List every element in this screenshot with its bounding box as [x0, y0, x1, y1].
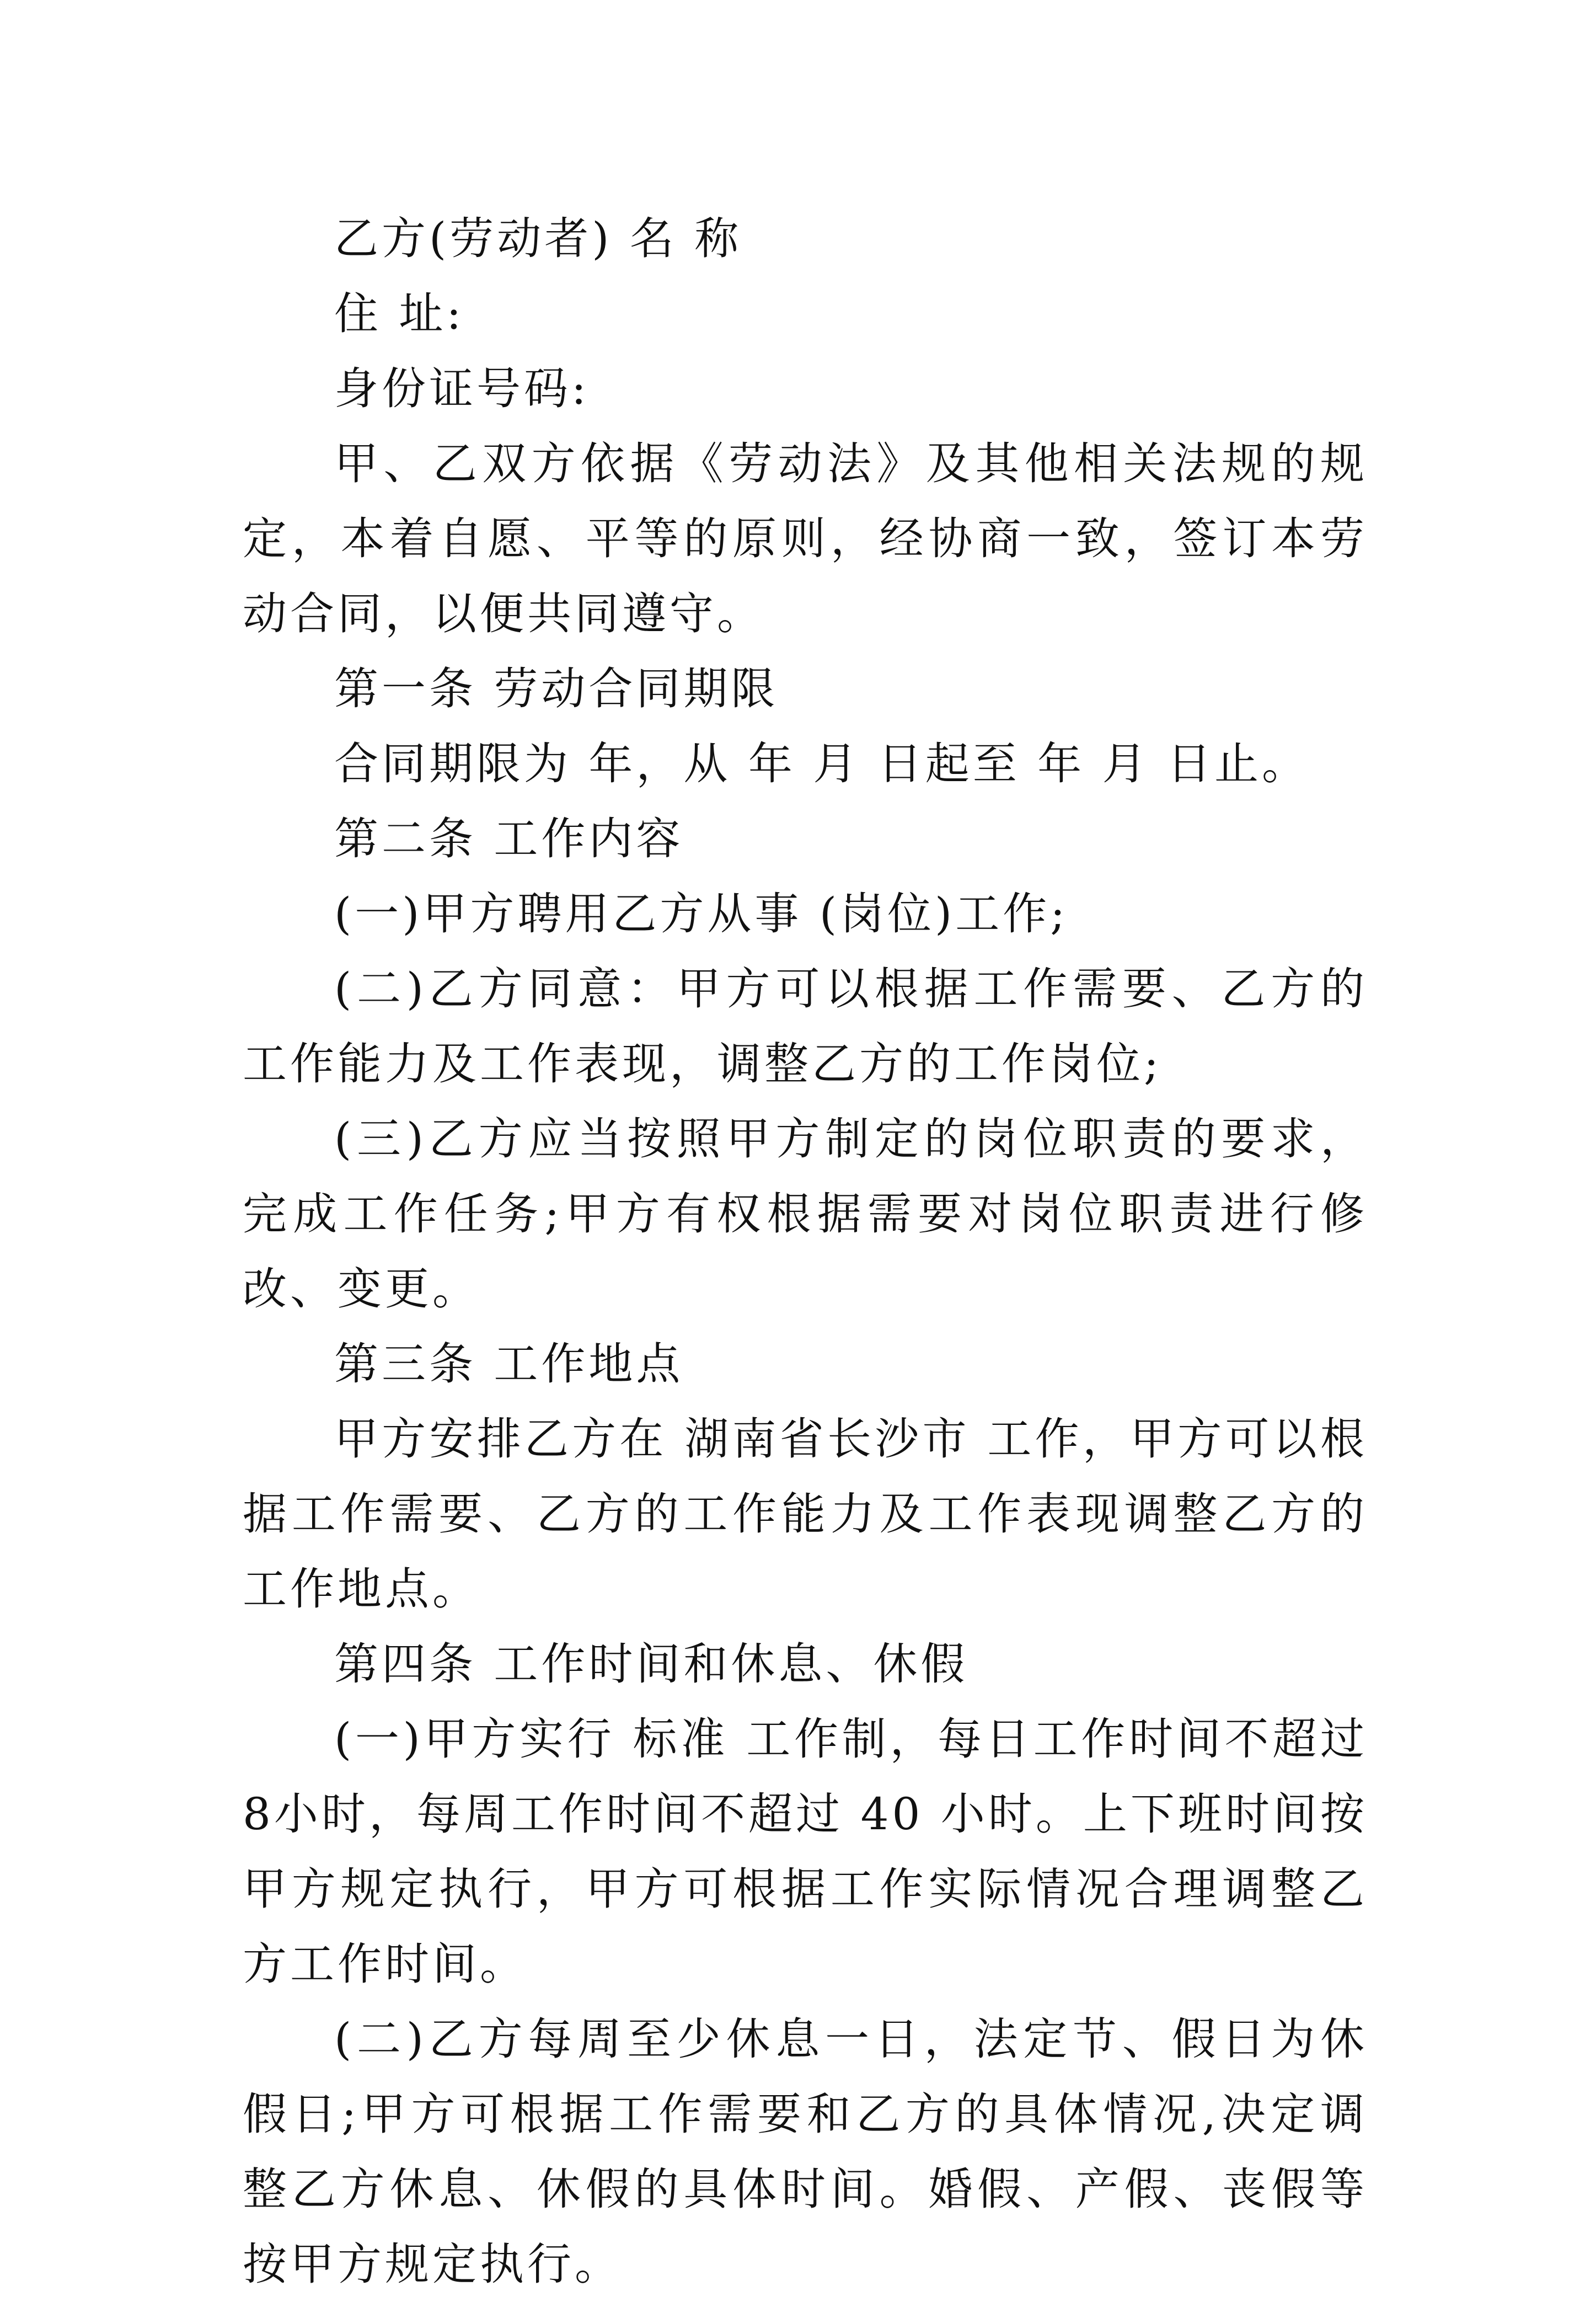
article-1-term: 合同期限为 年，从 年 月 日起至 年 月 日止。	[334, 738, 1310, 789]
article-4-heading: 第四条 工作时间和休息、休假	[334, 1638, 968, 1690]
party-b-name-line: 乙方(劳动者) 名 称	[334, 213, 742, 264]
address-line: 住 址:	[334, 288, 465, 339]
article-2-item-2: (二)乙方同意：甲方可以根据工作需要、乙方的工作能力及工作表现，调整乙方的工作岗位;	[243, 963, 1368, 1089]
article-4-item-2: (二)乙方每周至少休息一日，法定节、假日为休假日;甲方可根据工作需要和乙方的具体情况,决定调整乙方休息、休假的具体时间。婚假、产假、丧假等按甲方规定执行。	[243, 2013, 1368, 2290]
article-1-heading: 第一条 劳动合同期限	[334, 663, 779, 714]
article-2-heading: 第二条 工作内容	[334, 813, 684, 864]
document-body	[243, 201, 1385, 2302]
preamble-paragraph: 甲、乙双方依据《劳动法》及其他相关法规的规定，本着自愿、平等的原则，经协商一致，签订本劳动合同，以便共同遵守。	[243, 438, 1368, 639]
article-3-body: 甲方安排乙方在 湖南省长沙市 工作，甲方可以根据工作需要、乙方的工作能力及工作表现调整乙方的工作地点。	[243, 1413, 1368, 1615]
article-2-item-3: (三)乙方应当按照甲方制定的岗位职责的要求，完成工作任务;甲方有权根据需要对岗位职责进行修改、变更。	[243, 1113, 1368, 1315]
article-2-item-1: (一)甲方聘用乙方从事 (岗位)工作;	[334, 888, 1069, 939]
article-4-item-1: (一)甲方实行 标准 工作制，每日工作时间不超过 8小时，每周工作时间不超过 40 小时。上下班时间按甲方规定执行，甲方可根据工作实际情况合理调整乙方工作时间。	[243, 1713, 1385, 1990]
article-3-heading: 第三条 工作地点	[334, 1338, 684, 1390]
id-number-line: 身份证号码:	[334, 363, 590, 414]
